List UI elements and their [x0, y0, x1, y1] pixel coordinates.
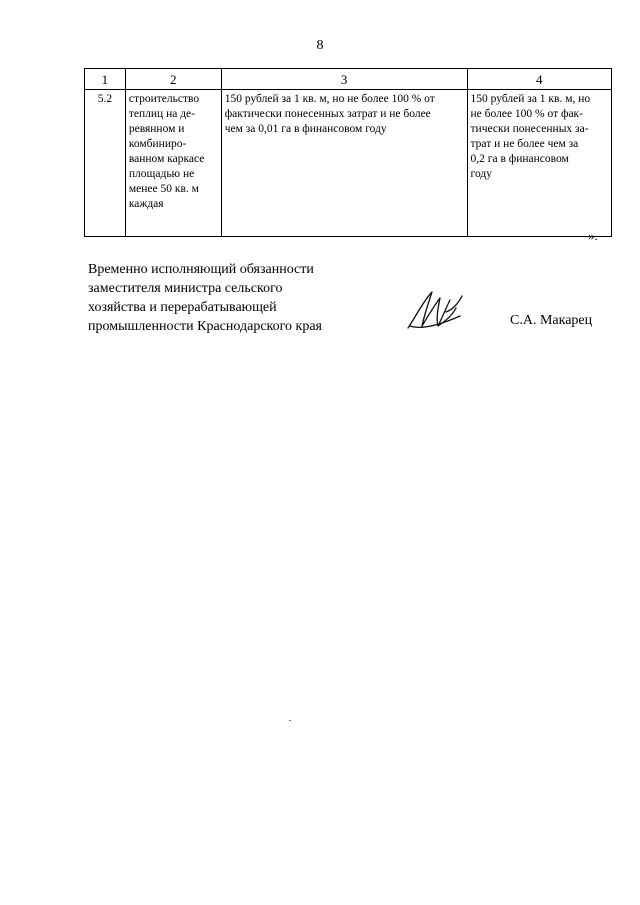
position-line: промышленности Краснодарского края [88, 319, 322, 334]
cell-line: не более 100 % от фак- [470, 108, 583, 120]
activity-cell [125, 90, 221, 237]
cell-line: году [470, 168, 492, 180]
page-number: 8 [316, 38, 324, 53]
row-number-cell: 5.2 [85, 90, 126, 237]
cell-line: трат и не более чем за [470, 138, 579, 150]
position-line: Временно исполняющий обязанности [88, 262, 314, 277]
cell-line: каждая [128, 198, 164, 210]
scan-speck [289, 720, 291, 721]
cell-line: ванном каркасе [128, 153, 205, 165]
table-header-cell: 2 [125, 69, 221, 90]
table-header-cell: 4 [467, 69, 611, 90]
cell-line: чем за 0,01 га в финансовом году [224, 123, 387, 135]
cell-line: 150 рублей за 1 кв. м, но не более 100 % от [224, 93, 435, 105]
cell-line: комбиниро- [128, 138, 187, 150]
cell-line: тически понесенных за- [470, 123, 589, 135]
cell-line: ревянном и [128, 123, 185, 135]
cell-line: 0,2 га в финансовом [470, 153, 569, 165]
table-header-row [85, 69, 612, 90]
cell-line: строительство [128, 93, 200, 105]
position-line: заместителя министра сельского [88, 281, 283, 296]
signatory-position [88, 260, 368, 336]
subsidy-table [84, 68, 612, 237]
cell-line: теплиц на де- [128, 108, 195, 120]
signatory-name: С.А. Макарец [510, 313, 593, 328]
closing-quote-mark: ». [588, 228, 598, 243]
cell-line: площадью не [128, 168, 195, 180]
cell-line: менее 50 кв. м [128, 183, 199, 195]
rate-cell-col4 [467, 90, 611, 237]
table-header-cell: 3 [221, 69, 467, 90]
table-row [85, 90, 612, 237]
table-header-cell: 1 [85, 69, 126, 90]
cell-line: фактически понесенных затрат и не более [224, 108, 431, 120]
position-line: хозяйства и перерабатывающей [88, 300, 277, 315]
handwritten-signature [402, 286, 472, 334]
cell-line: 150 рублей за 1 кв. м, но [470, 93, 591, 105]
rate-cell-col3 [221, 90, 467, 237]
